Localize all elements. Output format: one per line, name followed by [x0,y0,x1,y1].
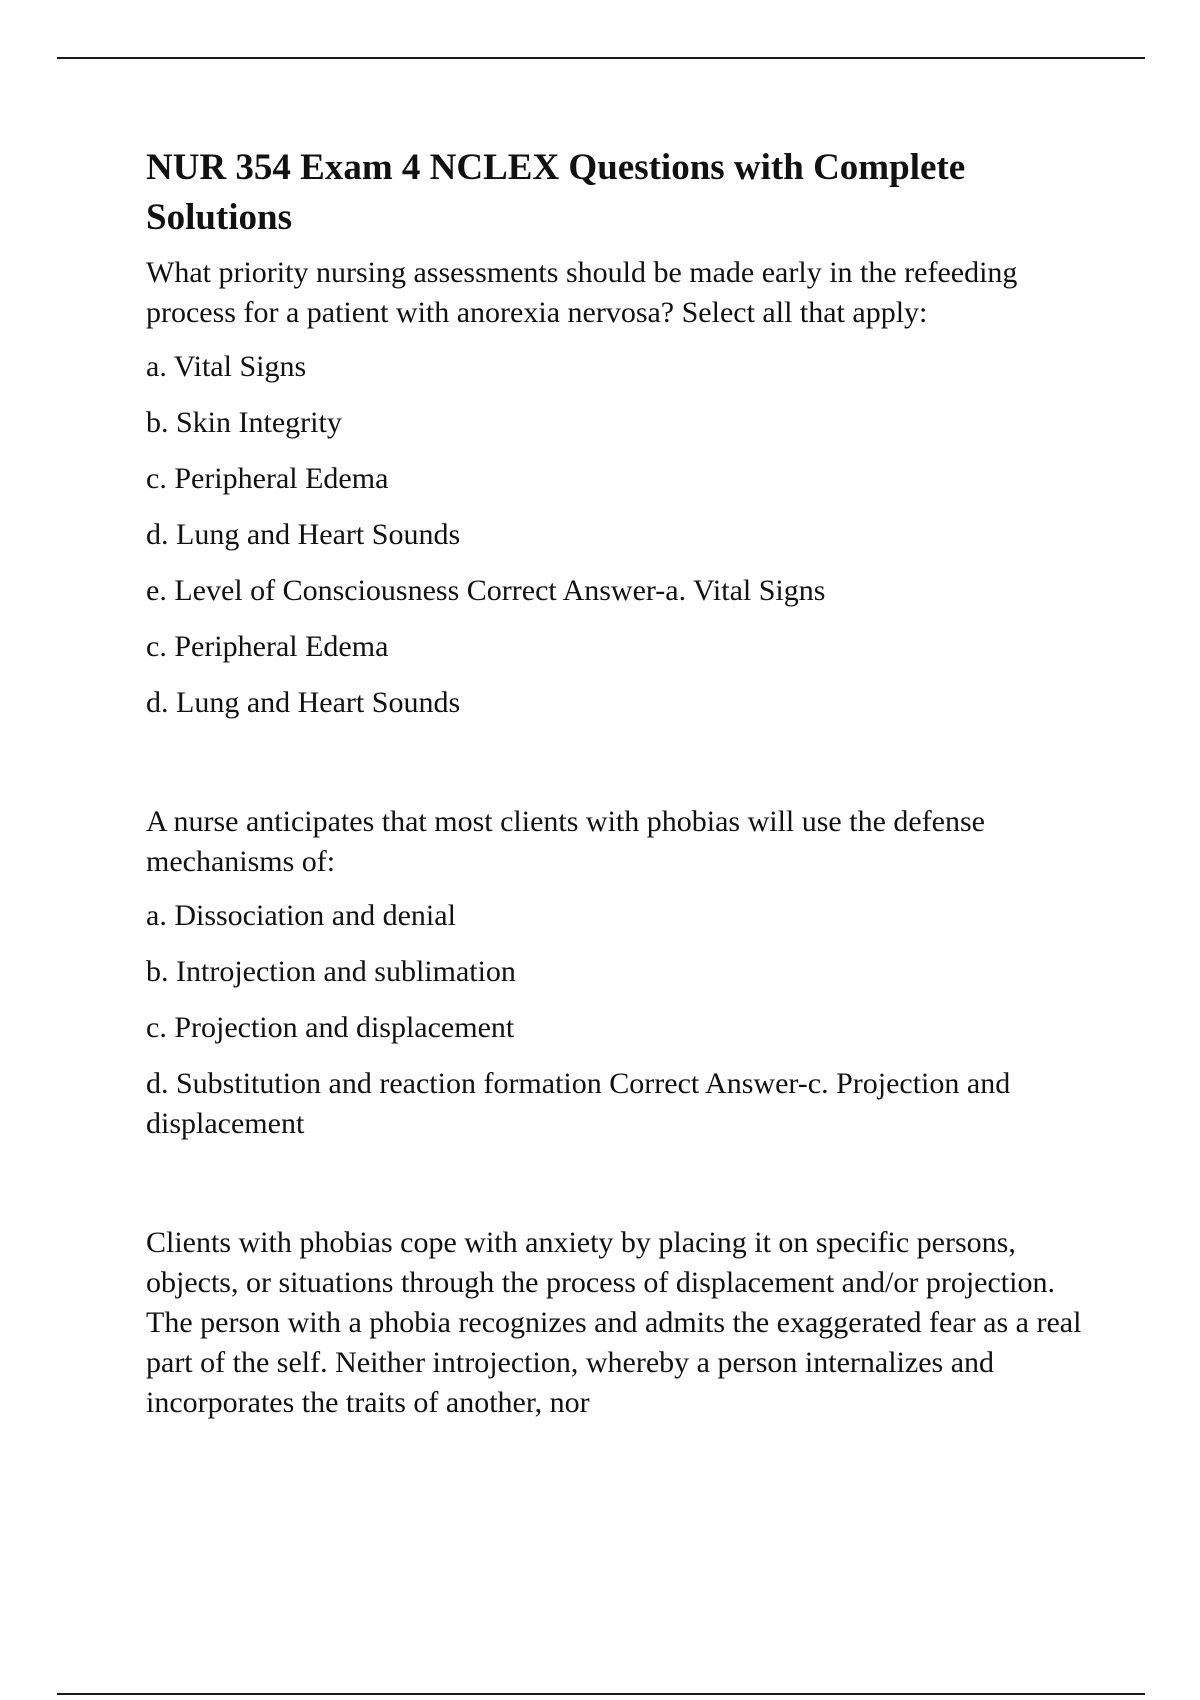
question-1-stem: What priority nursing assessments should be made early in the refeeding process for a patient with anorexia nervosa? Select all that apply: [146,256,1018,329]
question-2-line-1: a. Dissociation and denial [146,899,456,932]
document-body [146,143,1096,1423]
question-2-line-4-answer: d. Substitution and reaction formation Correct Answer-c. Projection and displacement [146,1067,1011,1140]
question-1-line-2: b. Skin Integrity [146,406,342,439]
question-1-line-6: c. Peripheral Edema [146,630,389,663]
bottom-divider [57,1693,1145,1695]
top-divider [57,57,1145,59]
question-1-line-7: d. Lung and Heart Sounds [146,686,461,719]
question-1-line-3: c. Peripheral Edema [146,462,389,495]
question-2-line-2: b. Introjection and sublimation [146,955,516,988]
spacer [146,1160,1096,1223]
question-2-stem: A nurse anticipates that most clients with phobias will use the defense mechanisms of: [146,805,985,878]
question-1-line-5-answer: e. Level of Consciousness Correct Answer-a. Vital Signs [146,574,826,607]
question-1-line-4: d. Lung and Heart Sounds [146,518,461,551]
question-2-line-3: c. Projection and displacement [146,1011,515,1044]
question-2 [146,802,1096,1144]
question-1 [146,253,1096,723]
question-1-line-1: a. Vital Signs [146,350,307,383]
document-title: NUR 354 Exam 4 NCLEX Questions with Complete Solutions [146,147,966,238]
spacer [146,739,1096,802]
rationale-paragraph: Clients with phobias cope with anxiety by placing it on specific persons, objects, or situations through the process of displacement and/or projection. The person with a phobia recognizes and admits the exaggerated fear as a real part of the self. Neither introjection, whereby a person internalizes and incorporates the traits of another, nor [146,1226,1082,1419]
